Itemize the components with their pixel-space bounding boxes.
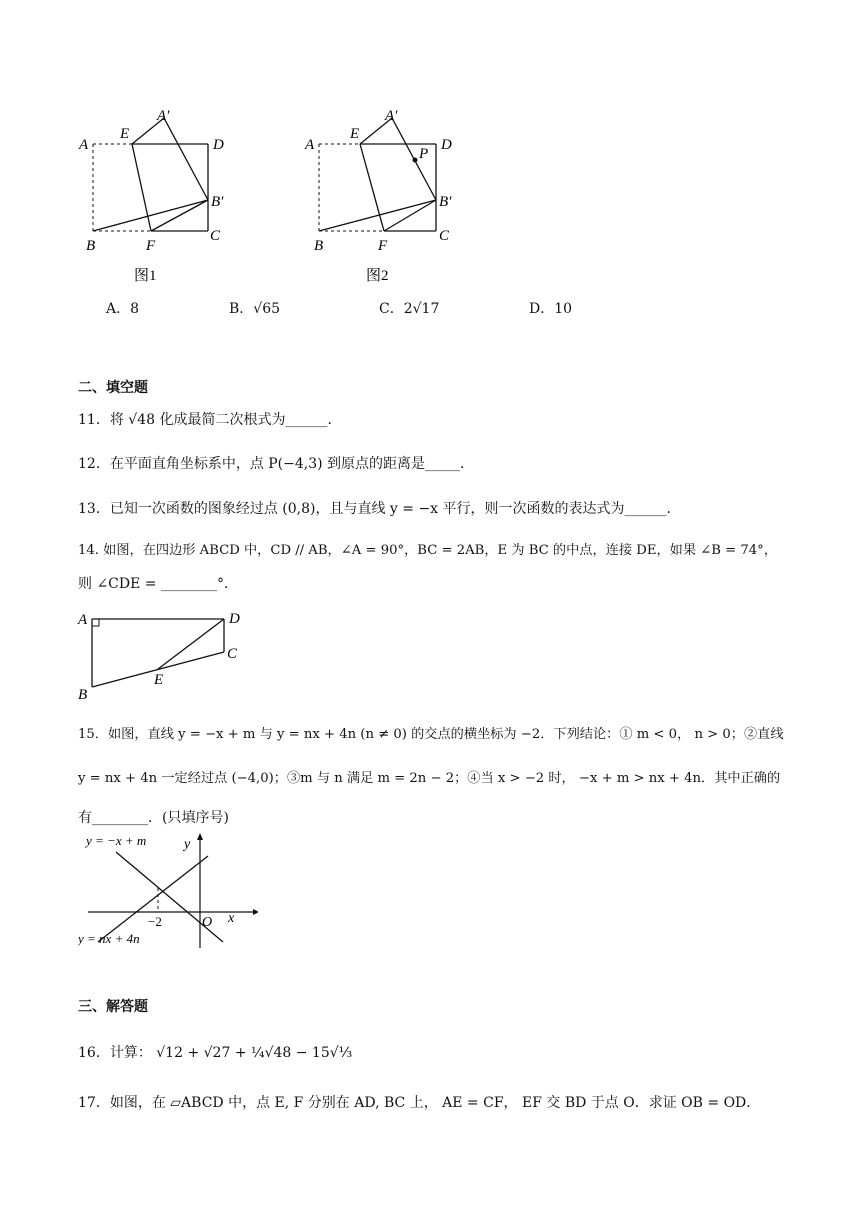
label-c: C xyxy=(439,228,450,244)
label-b: B xyxy=(86,238,96,254)
question-11: 11．将 √48 化成最简二次根式为______． xyxy=(78,412,342,428)
y-axis-label: y xyxy=(184,837,191,852)
figure-1 xyxy=(76,100,236,290)
q10-option-a: A．8 xyxy=(106,301,140,317)
figure-1-caption: 图1 xyxy=(134,268,157,284)
question-17: 17．如图，在 ▱ABCD 中，点 E, F 分别在 AD, BC 上， AE = CF， EF 交 BD 于点 O．求证 OB = OD． xyxy=(78,1095,761,1111)
question-15-line-3: 有________．(只填序号) xyxy=(78,810,229,826)
label-d: D xyxy=(213,137,224,153)
label-a-prime: A′ xyxy=(385,108,398,124)
figure-1-diagram xyxy=(76,100,236,290)
point-p xyxy=(413,158,418,163)
origin-label: O xyxy=(202,915,213,930)
x-axis-label: x xyxy=(228,911,235,926)
label-b: B xyxy=(314,238,324,254)
label-f: F xyxy=(146,238,156,254)
label-e: E xyxy=(154,672,164,688)
line-1-label: y = −x + m xyxy=(86,833,147,848)
section-2-heading: 二、填空题 xyxy=(78,380,148,396)
label-a-prime: A′ xyxy=(157,108,170,124)
label-a: A xyxy=(305,137,315,153)
q10-option-b: B．√65 xyxy=(229,301,281,317)
question-14-line-2: 则 ∠CDE = ________°． xyxy=(78,576,238,592)
tick-label: −2 xyxy=(148,914,162,929)
question-15-line-2: y = nx + 4n 一定经过点 (−4,0)；③m 与 n 满足 m = 2n − 2；④当 x > −2 时， −x + m > nx + 4n．其中正确的 xyxy=(78,771,781,786)
label-b-prime: B′ xyxy=(439,194,452,210)
line-2-label: y = nx + 4n xyxy=(78,931,140,946)
label-p: P xyxy=(419,146,429,162)
q10-option-c: C．2√17 xyxy=(379,301,440,317)
label-c: C xyxy=(210,228,221,244)
label-e: E xyxy=(120,126,130,142)
question-15-figure xyxy=(78,830,258,950)
section-3-heading: 三、解答题 xyxy=(78,999,148,1015)
question-15-line-1: 15．如图，直线 y = −x + m 与 y = nx + 4n (n ≠ 0) 的交点的横坐标为 −2．下列结论：① m < 0， n > 0；②直线 xyxy=(78,727,784,742)
question-12: 12．在平面直角坐标系中，点 P(−4,3) 到原点的距离是_____． xyxy=(78,456,475,472)
question-14-line-1: 14. 如图，在四边形 ABCD 中，CD // AB，∠A = 90°，BC = 2AB，E 为 BC 的中点，连接 DE，如果 ∠B = 74°， xyxy=(78,543,777,558)
figure-2 xyxy=(300,100,470,290)
label-f: F xyxy=(378,238,388,254)
label-a: A xyxy=(78,612,88,628)
label-b-prime: B′ xyxy=(211,194,224,210)
label-c: C xyxy=(227,646,238,662)
figure-2-caption: 图2 xyxy=(366,268,389,284)
label-a: A xyxy=(79,137,89,153)
label-e: E xyxy=(350,126,360,142)
label-b: B xyxy=(78,687,88,703)
q10-option-d: D．10 xyxy=(529,301,573,317)
figure-2-diagram xyxy=(300,100,470,290)
question-13: 13．已知一次函数的图象经过点 (0,8)，且与直线 y = −x 平行，则一次函数的表达式为______． xyxy=(78,501,681,517)
label-d: D xyxy=(229,611,240,627)
label-d: D xyxy=(441,137,452,153)
question-14-figure xyxy=(74,604,254,704)
question-16: 16．计算： √12 + √27 + ¼√48 − 15√⅓ xyxy=(78,1045,353,1061)
